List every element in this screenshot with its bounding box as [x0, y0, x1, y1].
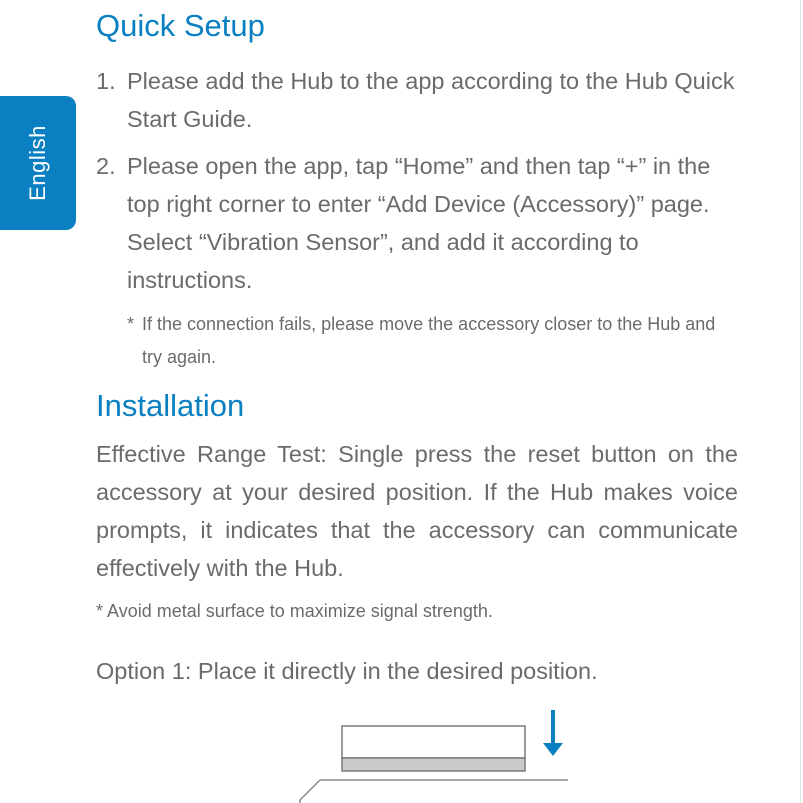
setup-note [127, 308, 739, 374]
note-marker: * [127, 314, 135, 334]
sensor-body [342, 726, 525, 758]
setup-step-2 [96, 147, 738, 299]
step-number: 1. [96, 68, 116, 94]
setup-step-1 [96, 62, 738, 138]
language-tab [0, 96, 76, 230]
step-text: Please open the app, tap “Home” and then tap “+” in the top right corner to enter “Add Device (Accessory)” page. Select “Vibration Sensor”, and add it according to instructions. [127, 153, 711, 293]
language-tab-label: English [25, 125, 50, 201]
quick-setup-heading: Quick Setup [96, 8, 265, 43]
option-1-text: Option 1: Place it directly in the desired position. [96, 658, 598, 684]
note-text: If the connection fails, please move the accessory closer to the Hub and try again. [142, 314, 716, 367]
sensor-adhesive [342, 758, 525, 771]
surface-edge [300, 780, 320, 800]
placement-diagram [0, 700, 803, 803]
step-text: Please add the Hub to the app according to the Hub Quick Start Guide. [127, 68, 735, 132]
installation-body: Effective Range Test: Single press the reset button on the accessory at your desired position. If the Hub makes voice prompts, it indicates that the accessory can communicate effectively with the Hub. [96, 441, 738, 581]
step-number: 2. [96, 153, 116, 179]
press-arrow-icon [543, 743, 563, 756]
installation-heading: Installation [96, 388, 245, 423]
installation-note: * Avoid metal surface to maximize signal strength. [96, 601, 493, 621]
page-edge-line [800, 0, 801, 803]
